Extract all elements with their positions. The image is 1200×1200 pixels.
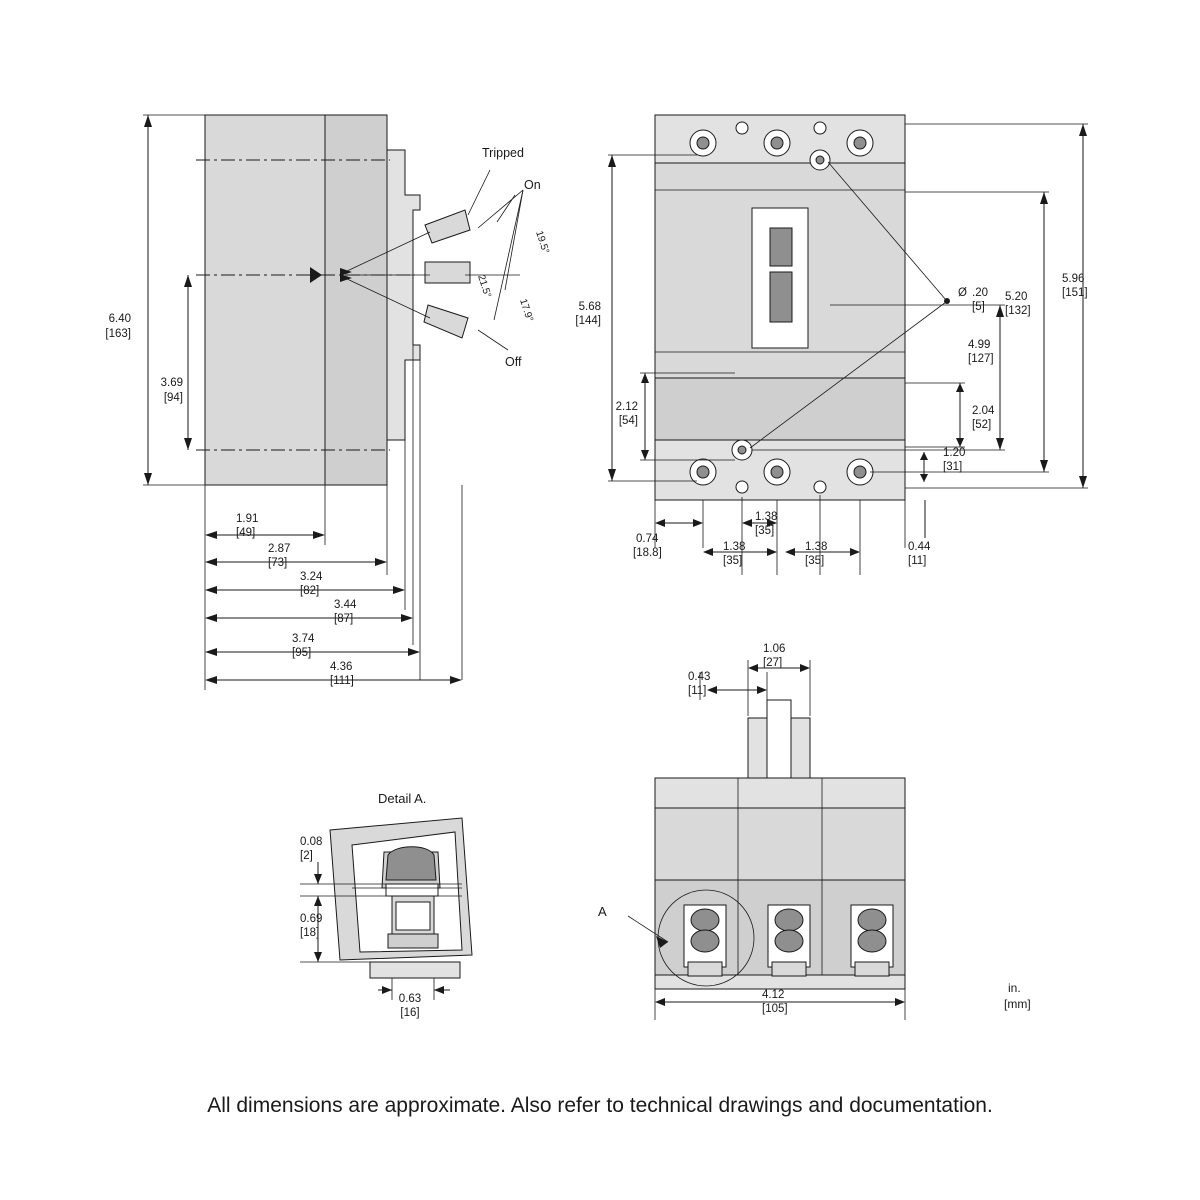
bottom-view-top-dims <box>688 643 810 716</box>
on-leader <box>497 195 515 222</box>
dim-138-a-mm: [35] <box>723 555 743 567</box>
dim-344-mm: [87] <box>334 613 354 625</box>
terminal-top-2-inner <box>771 137 783 149</box>
front-bottom-dims <box>633 495 931 575</box>
mount-hole-bot-2 <box>814 481 826 493</box>
dim-436-mm: [111] <box>330 675 354 687</box>
label-on: On <box>524 178 541 192</box>
terminal-top-3-inner <box>854 137 866 149</box>
angle-value-1: 19.5° <box>533 229 551 256</box>
lug-3-screw-a <box>858 909 886 931</box>
units-in: in. <box>1008 981 1021 995</box>
bottom-view-lugs <box>684 905 893 976</box>
dim-520-mm: [132] <box>1005 305 1031 317</box>
lug-2-screw-a <box>775 909 803 931</box>
dim-212-mm: [54] <box>618 415 638 427</box>
lug-1-screw-b <box>691 930 719 952</box>
detail-a-foot <box>370 962 460 978</box>
handle-tripped <box>425 210 470 243</box>
dim-596-mm: [151] <box>1062 287 1088 299</box>
label-off: Off <box>505 355 522 369</box>
dim-191-mm: [49] <box>236 527 256 539</box>
dim-074-mm: [18.8] <box>633 547 662 559</box>
lug-3-foot <box>855 962 889 976</box>
dim-520-in: 5.20 <box>1005 291 1028 303</box>
dim-120-mm: [31] <box>943 461 963 473</box>
dim-138-b-mm: [35] <box>805 555 825 567</box>
mount-hole-bot-3-inner <box>738 446 746 454</box>
detail-a-washer <box>386 884 438 896</box>
dim-287-mm: [73] <box>268 557 288 569</box>
tripped-leader <box>468 170 490 215</box>
angle-leader-1 <box>478 190 523 228</box>
dim-374-mm: [95] <box>292 647 312 659</box>
dim-374-in: 3.74 <box>292 633 315 645</box>
dim-640-in: 6.40 <box>108 313 131 325</box>
dim-043-mm: [11] <box>688 685 707 697</box>
dim-138-b-in: 1.38 <box>805 541 828 553</box>
dim-324-mm: [82] <box>300 585 320 597</box>
dim-106-mm: [27] <box>763 657 783 669</box>
bottom-view-mid-band <box>655 808 905 880</box>
dim-344-in: 3.44 <box>334 599 357 611</box>
side-dim-369 <box>161 275 192 450</box>
dim-369-mm: [94] <box>163 392 183 404</box>
detail-a-group <box>300 791 472 1019</box>
dim-120-in: 1.20 <box>943 447 966 459</box>
ext-640 <box>143 115 205 485</box>
angle-value-3: 17.9° <box>517 297 535 324</box>
dim-369-in: 3.69 <box>160 377 183 389</box>
detail-a-title: Detail A. <box>378 791 427 806</box>
dim-106-in: 1.06 <box>763 643 786 655</box>
dim-412-mm: [105] <box>762 1003 788 1015</box>
dim-069-in: 0.69 <box>300 913 323 925</box>
handle-on <box>425 262 470 283</box>
dim-138-a-in: 1.38 <box>723 541 746 553</box>
dim-044-in: 0.44 <box>908 541 931 553</box>
front-view-group <box>575 115 1088 575</box>
bottom-view-handle-stem <box>767 700 791 778</box>
dim-499-in: 4.99 <box>968 339 991 351</box>
detail-a-dim-008 <box>300 836 322 884</box>
lug-1-foot <box>688 962 722 976</box>
dim-063-mm: [16] <box>400 1007 420 1019</box>
dim-138-upper-mm: [35] <box>755 525 775 537</box>
dim-008-in: 0.08 <box>300 836 323 848</box>
detail-a-callout-label: A <box>598 904 607 919</box>
units-mm: [mm] <box>1004 997 1031 1011</box>
dim-191-in: 1.91 <box>236 513 259 525</box>
detail-a-lug-cavity <box>396 902 430 930</box>
dim-204-in: 2.04 <box>972 405 995 417</box>
dim-596-in: 5.96 <box>1062 273 1085 285</box>
front-handle-upper <box>770 228 792 266</box>
bottom-view-top-band <box>655 778 905 808</box>
dim-412-in: 4.12 <box>762 989 785 1001</box>
units-legend <box>1004 981 1031 1011</box>
dim-069-mm: [18] <box>300 927 320 939</box>
dim-074-in: 0.74 <box>636 533 659 545</box>
dim-568-mm: [144] <box>575 315 601 327</box>
dim-138-upper-in: 1.38 <box>755 511 778 523</box>
dim-008-mm: [2] <box>300 850 313 862</box>
terminal-bot-3-inner <box>854 466 866 478</box>
label-tripped: Tripped <box>482 146 524 160</box>
mount-hole-top-3-inner <box>816 156 824 164</box>
bottom-view-group <box>598 643 905 1020</box>
front-ext-204 <box>905 383 965 447</box>
hole-dia-symbol: Ø <box>958 287 967 299</box>
side-view-stepped-profile <box>387 150 420 440</box>
detail-a-lug-base <box>388 934 438 948</box>
dim-212-in: 2.12 <box>615 401 638 413</box>
bottom-view-bottom-dims <box>655 989 905 1020</box>
mount-hole-top-2 <box>814 122 826 134</box>
mount-hole-bot-1 <box>736 481 748 493</box>
terminal-top-1-inner <box>697 137 709 149</box>
bottom-view-base <box>655 975 905 989</box>
angle-value-2: 21.5° <box>475 273 493 300</box>
terminal-bot-2-inner <box>771 466 783 478</box>
front-bottom-ext <box>655 495 905 575</box>
side-view-angle-annotations <box>465 170 523 350</box>
detail-a-dim-063 <box>378 978 450 1019</box>
dim-436-in: 4.36 <box>330 661 353 673</box>
dim-324-in: 3.24 <box>300 571 323 583</box>
dim-287-in: 2.87 <box>268 543 291 555</box>
handle-off <box>424 305 468 338</box>
lug-2-foot <box>772 962 806 976</box>
off-leader <box>478 330 508 350</box>
front-handle-lower <box>770 272 792 322</box>
lug-3-screw-b <box>858 930 886 952</box>
mount-hole-top-1 <box>736 122 748 134</box>
hole-dia-leader-dot <box>944 298 950 304</box>
side-view-group <box>105 115 550 690</box>
dim-044-mm: [11] <box>908 555 927 567</box>
dim-043-in: 0.43 <box>688 671 711 683</box>
side-dim-640 <box>105 115 205 485</box>
front-ext-596 <box>905 124 1088 488</box>
lug-1-screw-a <box>691 909 719 931</box>
side-view-body-mid <box>325 115 387 485</box>
terminal-bot-1-inner <box>697 466 709 478</box>
lug-2-screw-b <box>775 930 803 952</box>
hole-dia-mm: [5] <box>972 301 985 313</box>
dim-640-mm: [163] <box>105 328 131 340</box>
hole-dia-in: .20 <box>972 287 988 299</box>
dim-063-in: 0.63 <box>398 993 422 1005</box>
front-lower-band <box>655 378 905 440</box>
dim-499-mm: [127] <box>968 353 994 365</box>
detail-a-screw-dome <box>386 847 436 880</box>
dim-204-mm: [52] <box>972 419 992 431</box>
dim-568-in: 5.68 <box>578 301 601 313</box>
footnote-text: All dimensions are approximate. Also refer to technical drawings and documentation. <box>207 1094 993 1117</box>
side-view-body-left <box>205 115 325 485</box>
